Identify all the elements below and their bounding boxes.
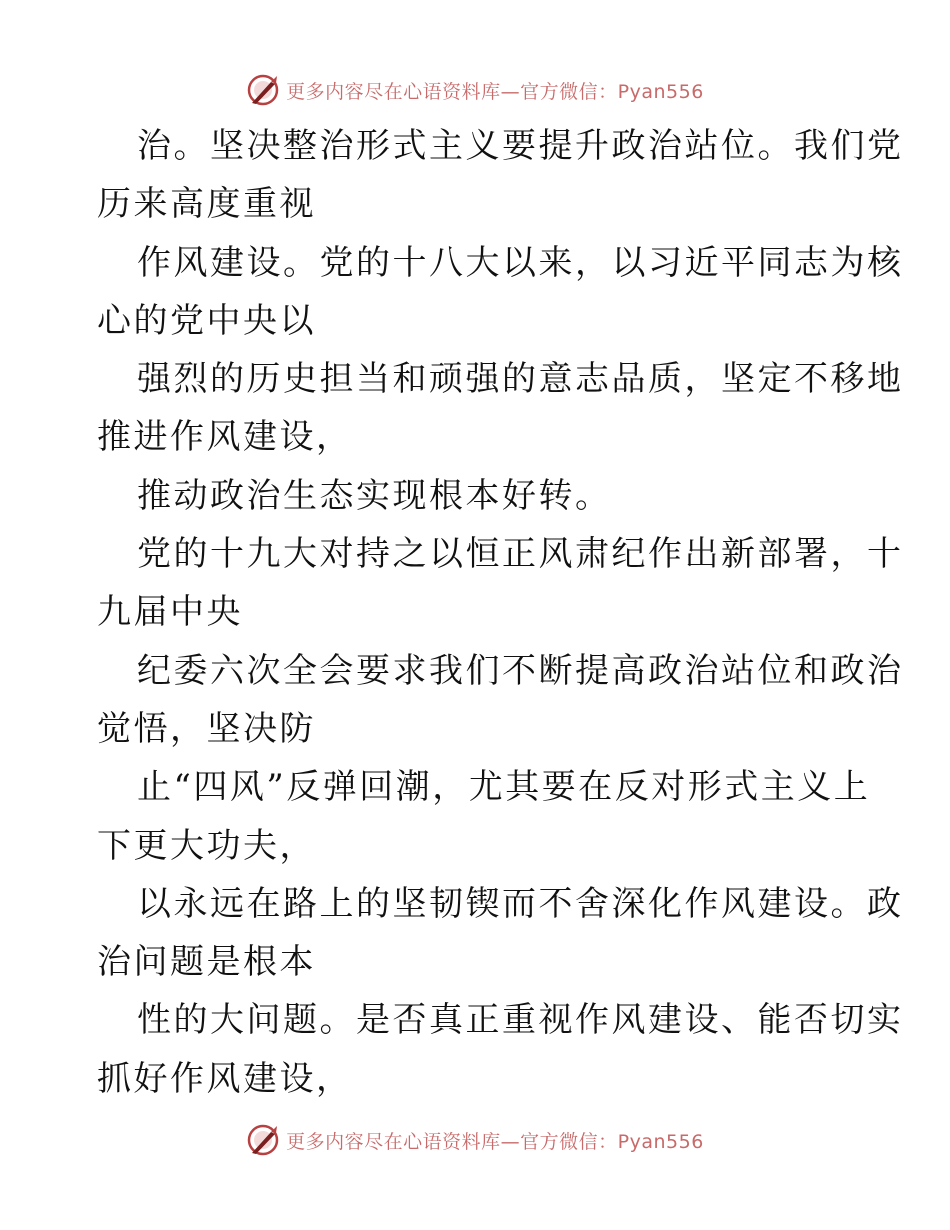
paragraph-line: 治问题是根本 — [97, 942, 316, 983]
paragraph-line: 作风建设。党的十八大以来，以习近平同志为核 — [137, 242, 904, 283]
quill-logo-icon — [246, 1123, 280, 1157]
header-watermark — [0, 70, 950, 110]
paragraph-line: 抓好作风建设， — [97, 1058, 353, 1099]
paragraph-line: 觉悟，坚决防 — [97, 708, 316, 749]
paragraph — [97, 234, 904, 351]
paragraph — [97, 467, 857, 525]
paragraph-line: 心的党中央以 — [97, 300, 316, 341]
paragraph-line: 下更大功夫， — [97, 825, 316, 866]
paragraph — [97, 642, 904, 759]
footer-watermark-text: 更多内容尽在心语资料库—官方微信：Pyan556 — [286, 1130, 704, 1153]
paragraph — [97, 117, 904, 234]
paragraph-line: 强烈的历史担当和顽强的意志品质，坚定不移地 — [137, 359, 904, 400]
paragraph-line: 性的大问题。是否真正重视作风建设、能否切实 — [137, 1000, 904, 1041]
paragraph-line: 推进作风建设， — [97, 417, 353, 458]
paragraph-line: 止“四风”反弹回潮，尤其要在反对形式主义上 — [137, 767, 871, 808]
paragraph-line: 九届中央 — [97, 592, 243, 633]
paragraph-line: 历来高度重视 — [97, 184, 316, 225]
paragraph-line: 党的十九大对持之以恒正风肃纪作出新部署，十 — [137, 534, 904, 575]
paragraph-line: 以永远在路上的坚韧锲而不舍深化作风建设。政 — [137, 883, 904, 924]
paragraph — [97, 350, 904, 467]
paragraph — [97, 991, 904, 1108]
paragraph — [97, 758, 871, 875]
paragraph-line: 治。坚决整治形式主义要提升政治站位。我们党 — [137, 126, 904, 166]
document-body — [97, 117, 904, 1108]
paragraph — [97, 875, 904, 992]
quill-logo-icon — [246, 73, 280, 107]
paragraph-line: 推动政治生态实现根本好转。 — [137, 475, 612, 516]
header-watermark-text: 更多内容尽在心语资料库—官方微信：Pyan556 — [286, 80, 704, 103]
footer-watermark — [0, 1120, 950, 1160]
paragraph — [97, 525, 904, 642]
paragraph-line: 纪委六次全会要求我们不断提高政治站位和政治 — [137, 650, 904, 691]
